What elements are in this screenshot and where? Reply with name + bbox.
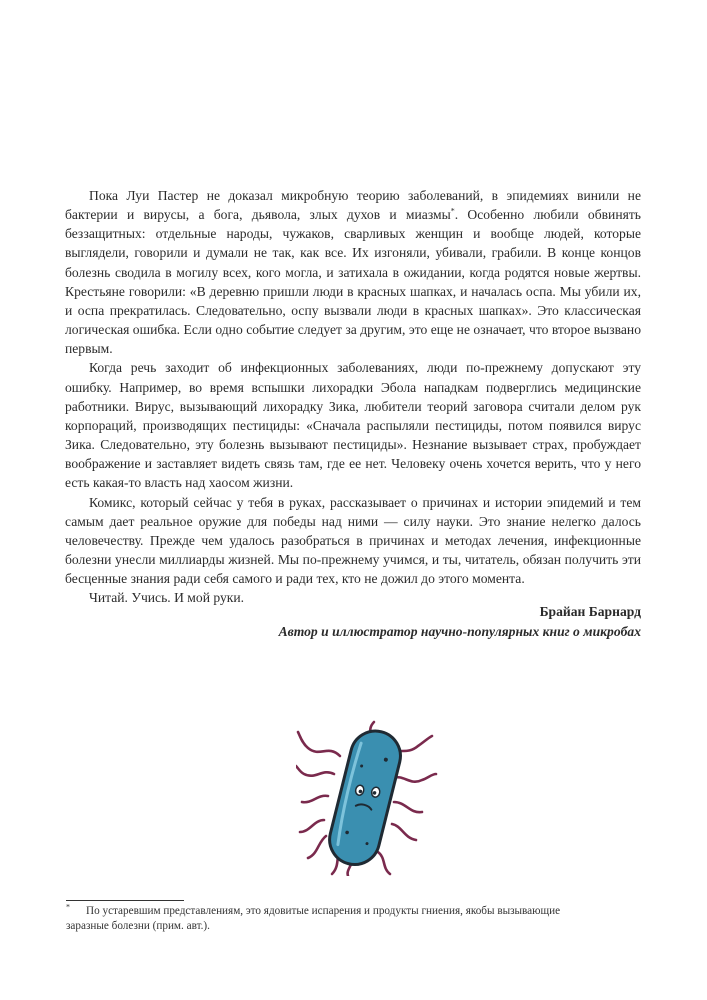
bacterium-body [324,726,405,870]
paragraph-2: Когда речь заходит об инфекционных заболеваниях, люди по-прежнему допускают эту ошибку. Например, во время вспышки лихорадки Эбола нападкам подверглись медицинские работники. Вирус, вызывающий лихорадку Зика, любители теорий заговора считали делом рук корпораций, производящих пестициды: «Сначала распыляли пестициды, потом появился вирус Зика. Следовательно, эту болезнь вызывают пестициды». Незнание вызывает страх, пробуждает воображение и заставляет видеть связь там, где ее нет. Человеку очень хочется верить, что у него есть какая-то власть над хаосом жизни. [65,360,641,491]
footnote [66,904,586,934]
footnote-mark: * [66,902,70,912]
bacterium-illustration [296,716,442,876]
author-title: Автор и иллюстратор научно-популярных книг о микробах [278,624,641,639]
paragraph-3: Комикс, который сейчас у тебя в руках, рассказывает о причинах и истории эпидемий и тем самым дает реальное оружие для победы над ними — силу науки. Это знание нелегко далось человечеству. Прежде чем удалось разобраться в причинах и методах лечения, инфекционные болезни унесли миллиарды жизней. Мы по-прежнему учимся, и ты, читатель, обязан получить эти бесценные знания ради себя самого и ради тех, кто не дожил до этого момента. [65,494,641,587]
footnote-marker: * [450,206,455,216]
footnote-text: По устаревшим представлениям, это ядовитые испарения и продукты гниения, якобы вызывающие заразные болезни (прим. авт.). [66,905,561,932]
paragraph-4: Читай. Учись. И мой руки. [89,590,245,606]
foreword-text [65,186,641,607]
signature [279,602,641,642]
footnote-divider [66,900,184,901]
author-name: Брайан Барнард [539,604,641,619]
paragraph-1: Пока Луи Пастер не доказал микробную теорию заболеваний, в эпидемиях винили не бактерии и вирусы, а бога, дьявола, злых духов и миазмы*. Особенно любили обвинять беззащитных: отдельные народы, чужаков, сварливых женщин и вообще людей, которые выглядели, говорили и думали не так, как все. Их изгоняли, убивали, грабили. В конце концов болезнь сводила в могилу всех, кого могла, и затихала в ожидании, когда родятся новые жертвы. Крестьяне говорили: «В деревню пришли люди в красных шапках, и началась оспа. Мы убили их, и оспа прекратилась. Следовательно, оспу вызвали люди в красных шапках». Это классическая логическая ошибка. Если одно событие следует за другим, это еще не означает, что второе вызвано первым. [65,188,642,357]
